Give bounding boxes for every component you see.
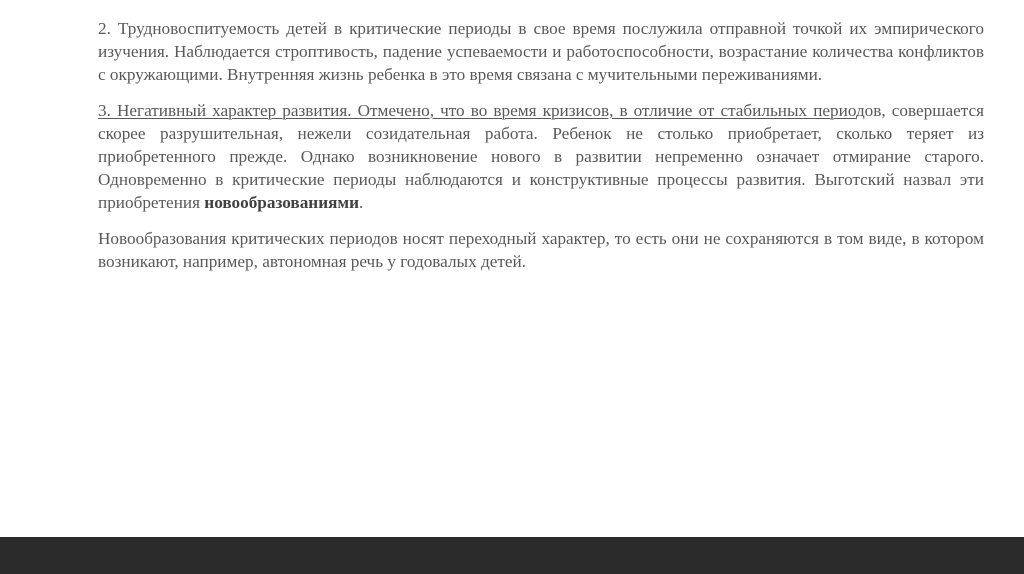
paragraph-2-bold-term: новообразованиями bbox=[204, 193, 360, 213]
paragraph-3: Новообразования критических периодов носят переходный характер, то есть они не сохраняются в том виде, в котором возникают, например, автономная речь у годовалых детей. bbox=[98, 228, 984, 271]
paragraph-1: 2. Трудновоспитуемость детей в критические периоды в свое время послужила отправной точкой их эмпирического изучения. Наблюдается строптивость, падение успеваемости и работоспособности, возрастание количества конфликтов с окружающими. Внутренняя жизнь ребенка в это время связана с мучительными переживаниями. bbox=[98, 19, 984, 85]
slide-text-content bbox=[98, 17, 984, 285]
paragraph-2-end: . bbox=[359, 193, 364, 213]
paragraph-2-underlined-heading: 3. Негативный характер развития. Отмечено, что во время кризисов, в отличие от стабильных перио bbox=[98, 100, 856, 120]
paragraph-2 bbox=[98, 99, 984, 215]
footer-bar bbox=[0, 537, 1024, 574]
paragraph-2-body: дов, совершается скорее разрушительная, нежели созидательная работа. Ребенок не столько приобретает, сколько теряет из приобретенного прежде. Однако возникновение нового в развитии непременно означает отмирание старого. Одновременно в критические периоды наблюдаются и конструктивные процессы развития. Выготский назвал эти приобретения bbox=[98, 100, 984, 213]
